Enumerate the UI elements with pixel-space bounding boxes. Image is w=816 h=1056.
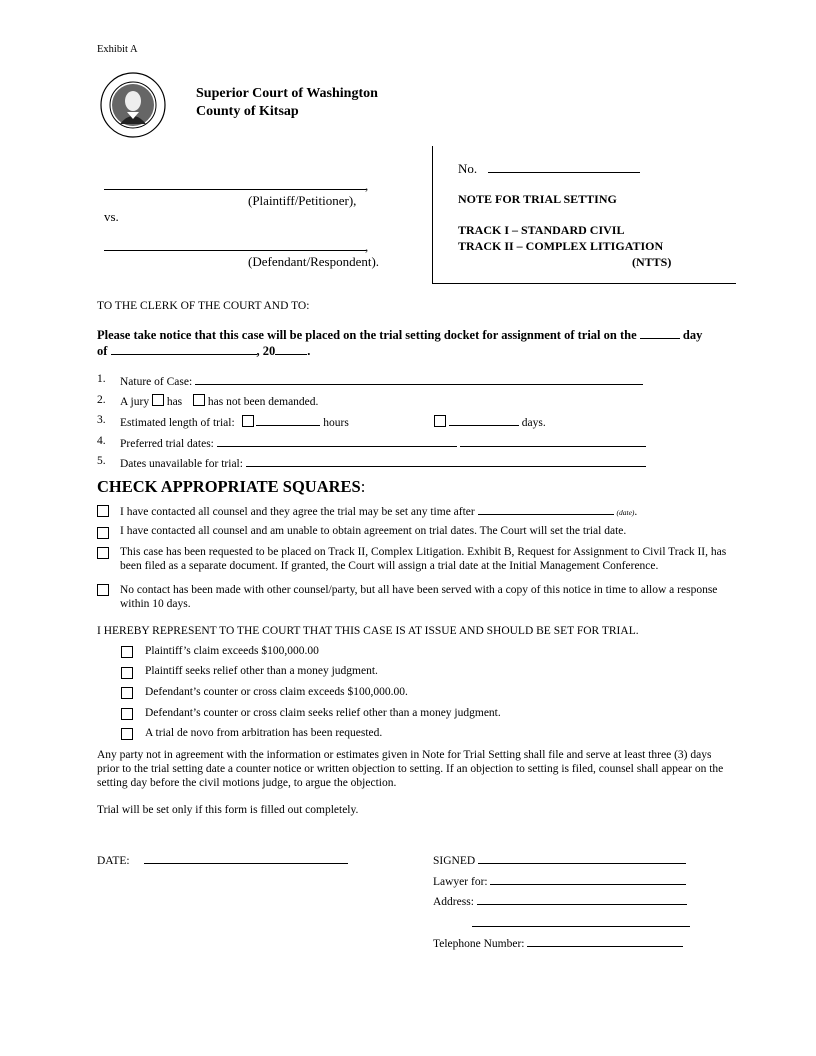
form-title: NOTE FOR TRIAL SETTING [458,192,617,206]
defendant-label: (Defendant/Respondent). [248,254,380,269]
defendant-comma: , [365,239,369,254]
to-clerk: TO THE CLERK OF THE COURT AND TO: [97,300,310,312]
agree-date-hint: (date) [616,508,635,517]
check-heading-text: CHECK APPROPRIATE SQUARES [97,477,361,496]
phone-row [433,935,683,950]
jury-has-not-checkbox[interactable] [193,394,205,406]
caption-divider-horizontal [432,283,736,284]
jury-has-checkbox[interactable] [152,394,164,406]
court-line-2: County of Kitsap [196,104,299,119]
date-label: DATE: [97,855,130,867]
agree-date-field[interactable] [478,503,614,515]
item-3-number: 3. [97,414,106,426]
issue-4-text: Defendant’s counter or cross claim seeks relief other than a money judgment. [145,707,501,719]
date-row [97,852,348,867]
notice-of-label: of [97,344,108,358]
days-field[interactable] [449,414,519,426]
notice-day-label: day [682,328,703,342]
no-contact-text: No contact has been made with other counsel/party, but all have been served with a copy of this notice in time to allow a response within 10 days. [120,584,718,610]
issue-3-checkbox[interactable] [121,687,133,699]
check-heading-colon: : [360,477,366,496]
hours-label: hours [323,417,349,429]
item-4-number: 4. [97,435,106,447]
item-5 [120,455,646,470]
item-5-number: 5. [97,455,106,467]
item-2-number: 2. [97,394,106,406]
preferred-dates-label: Preferred trial dates: [120,438,214,450]
plaintiff-line[interactable] [104,189,366,190]
notice-text: Please take notice that this case will be placed on the trial setting docket for assignment of trial on the [97,328,637,342]
no-contact-checkbox[interactable] [97,584,109,596]
exhibit-label: Exhibit A [97,44,138,55]
issue-2-checkbox[interactable] [121,667,133,679]
address-row [433,893,687,908]
vs-label: vs. [104,209,119,224]
defendant-line[interactable] [104,250,366,251]
court-name [196,85,378,121]
check-heading [97,477,365,497]
item-3-days [434,414,546,429]
lawyer-row [433,873,686,888]
preferred-dates-field-1[interactable] [217,435,457,447]
signed-label: SIGNED [433,855,476,867]
notice-year-prefix: , 20 [256,344,276,358]
item-1-number: 1. [97,373,106,385]
state-seal-icon [100,72,166,138]
notice-period: . [307,344,311,358]
form-code: (NTTS) [632,255,672,269]
agree-checkbox[interactable] [97,505,109,517]
no-agreement-checkbox[interactable] [97,527,109,539]
days-checkbox[interactable] [434,415,446,427]
signed-row [433,852,686,867]
track-ii-text: This case has been requested to be placed on Track II, Complex Litigation. Exhibit B, Request for Assignment to Civil Track II, has been filed as a separate document. If granted, the Court will assign a trial date at the Initial Management Conference. [120,546,727,572]
lawyer-field[interactable] [490,873,686,885]
preferred-dates-field-2[interactable] [460,435,646,447]
days-label: days. [521,417,546,429]
hours-checkbox[interactable] [242,415,254,427]
agree-option [120,503,740,518]
item-2 [120,394,318,408]
plaintiff-comma: , [365,178,369,193]
completion-notice: Trial will be set only if this form is filled out completely. [97,804,359,816]
jury-label: A jury [120,396,150,408]
issue-2-text: Plaintiff seeks relief other than a money judgment. [145,665,378,677]
issue-4-checkbox[interactable] [121,708,133,720]
no-agreement-text: I have contacted all counsel and am unable to obtain agreement on trial dates. The Court will set the trial date. [120,525,627,537]
date-field[interactable] [144,852,348,864]
nature-of-case-field[interactable] [195,373,643,385]
issue-5-text: A trial de novo from arbitration has been requested. [145,727,383,739]
jury-has-not-label: has not been demanded. [207,396,319,408]
case-number-label: No. [458,161,478,176]
notice-line-2 [97,343,310,359]
state-seal [100,72,166,138]
jury-has-label: has [166,396,183,408]
signed-field[interactable] [478,852,686,864]
unavailable-dates-label: Dates unavailable for trial: [120,458,243,470]
track-ii-checkbox[interactable] [97,547,109,559]
phone-label: Telephone Number: [433,938,525,950]
phone-field[interactable] [527,935,683,947]
item-3 [120,414,349,429]
item-1 [120,373,643,388]
plaintiff-label: (Plaintiff/Petitioner), [248,193,357,208]
agree-text: I have contacted all counsel and they agree the trial may be set any time after [120,506,475,518]
item-4 [120,435,646,450]
issue-1-text: Plaintiff’s claim exceeds $100,000.00 [145,645,319,657]
objection-paragraph: Any party not in agreement with the information or estimates given in Note for Trial Setting shall file and serve at least three (3) days prior to the trial setting date a counter notice or written objection to setting. If an objection to setting is filed, counsel shall appear on the setting day before the civil motions judge, to argue the objection. [97,749,724,789]
notice-day-field[interactable] [640,327,680,339]
case-number-field[interactable] [488,161,640,173]
issue-5-checkbox[interactable] [121,728,133,740]
unavailable-dates-field[interactable] [246,455,646,467]
notice-line-1 [97,327,737,343]
represent-statement: I HEREBY REPRESENT TO THE COURT THAT THIS CASE IS AT ISSUE AND SHOULD BE SET FOR TRIAL. [97,625,639,637]
lawyer-label: Lawyer for: [433,876,488,888]
nature-of-case-label: Nature of Case: [120,376,193,388]
agree-period: . [634,506,638,518]
address-field-1[interactable] [477,893,687,905]
notice-year-field[interactable] [275,343,307,355]
court-line-1: Superior Court of Washington [196,86,378,101]
notice-month-field[interactable] [111,343,257,355]
issue-3-text: Defendant’s counter or cross claim exceeds $100,000.00. [145,686,408,698]
address-field-2[interactable] [472,926,690,927]
trial-length-label: Estimated length of trial: [120,417,235,429]
address-label: Address: [433,896,474,908]
case-number [458,161,640,177]
track-2: TRACK II – COMPLEX LITIGATION [458,239,664,253]
track-1: TRACK I – STANDARD CIVIL [458,223,625,237]
issue-1-checkbox[interactable] [121,646,133,658]
hours-field[interactable] [256,414,320,426]
caption-divider-vertical [432,146,433,283]
